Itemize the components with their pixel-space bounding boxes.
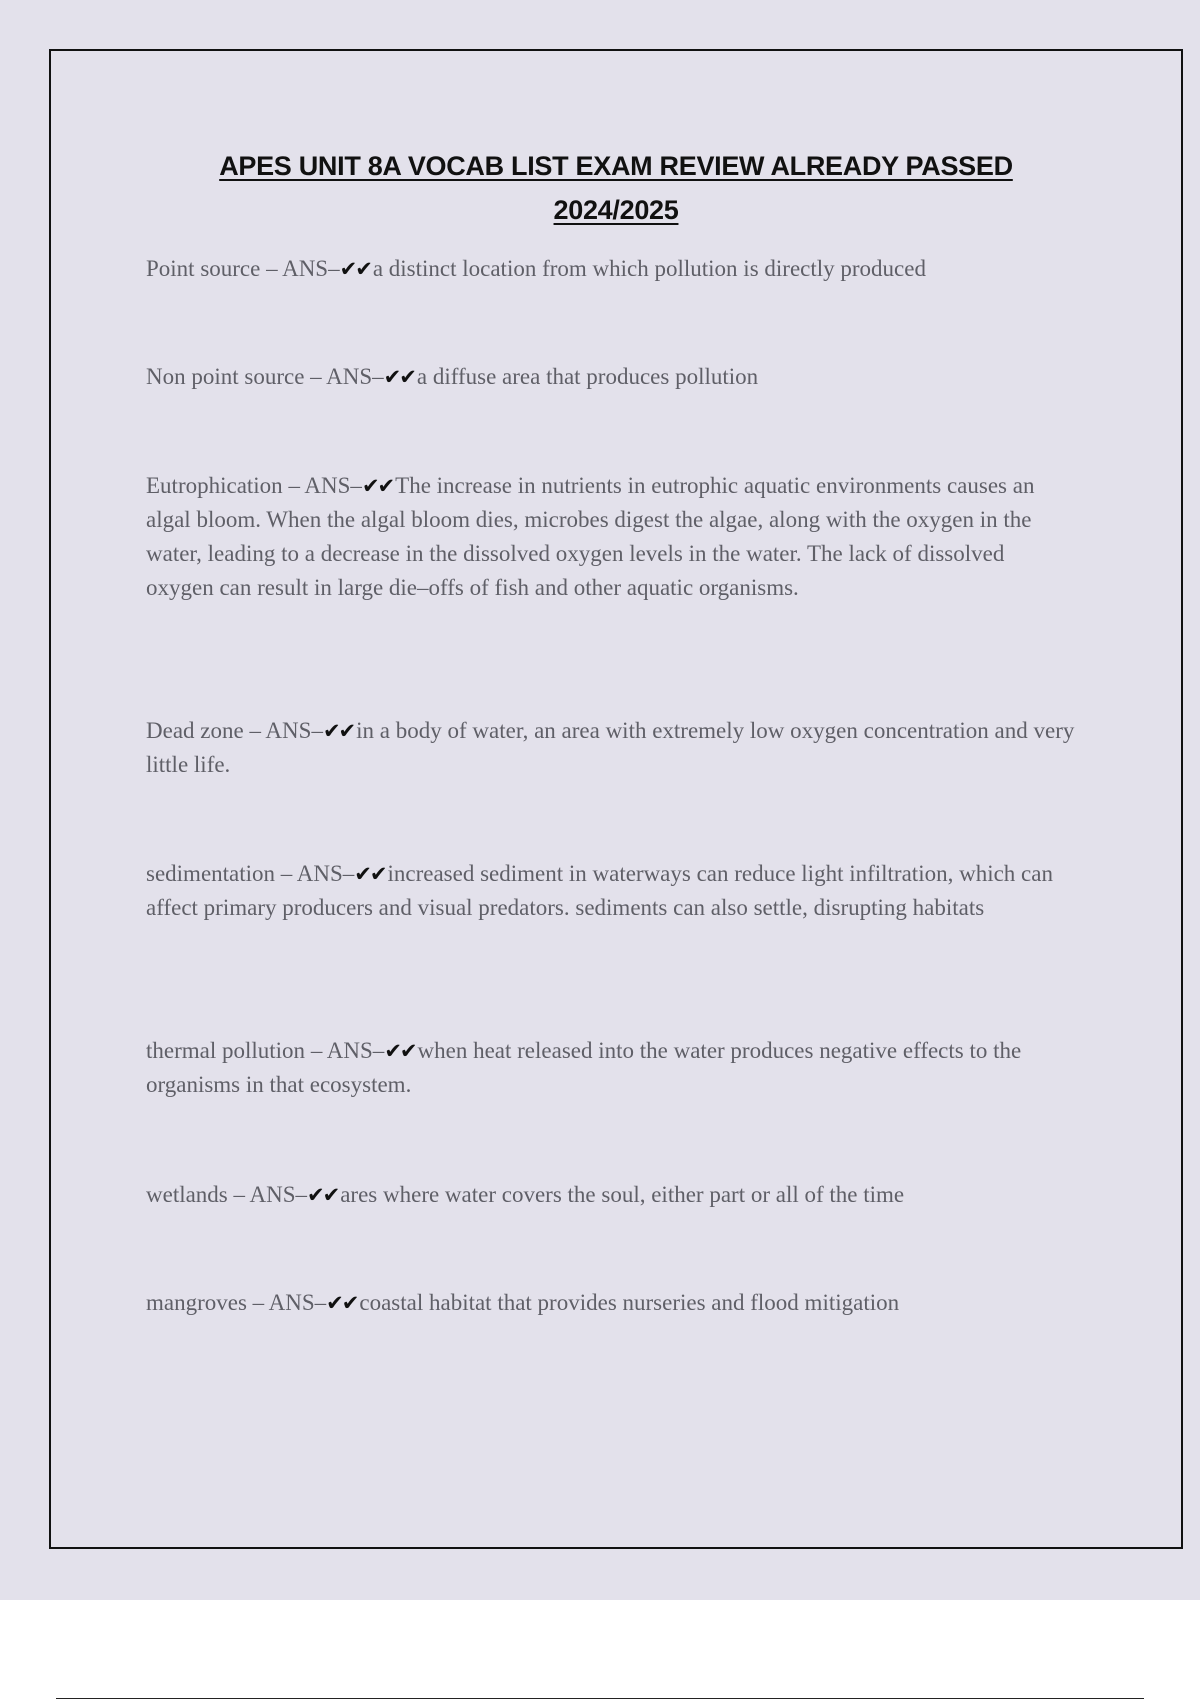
document-title [49, 144, 1183, 232]
vocab-entry-eutrophication [146, 469, 1076, 605]
vocab-entry-point-source [146, 252, 1076, 286]
vocab-entry-sedimentation [146, 857, 1076, 925]
vocab-entry-dead-zone [146, 714, 1076, 782]
answer-separator: – ANS– [305, 1038, 385, 1063]
double-check-icon: ✔✔ [322, 719, 355, 743]
vocab-entry-mangroves [146, 1286, 1076, 1320]
double-check-icon: ✔✔ [354, 862, 386, 886]
vocab-entry-wetlands [146, 1178, 1076, 1212]
vocab-definition: when heat released into the water produces negative effects to the organisms in that ecosystem. [146, 1038, 1022, 1097]
vocab-definition: increased sediment in waterways can reduce light infiltration, which can affect primary producers and visual predators. sediments can also settle, disrupting habitats [146, 861, 1053, 920]
vocab-term: Non point source [146, 364, 305, 389]
answer-separator: – ANS– [304, 364, 384, 389]
answer-separator: – ANS– [246, 1290, 327, 1315]
vocab-entry-thermal-pollution [146, 1034, 1076, 1102]
vocab-definition: a diffuse area that produces pollution [416, 364, 759, 389]
vocab-term: wetlands [146, 1182, 228, 1207]
vocab-definition: in a body of water, an area with extremely low oxygen concentration and very little life. [146, 718, 1075, 777]
vocab-term: mangroves [146, 1290, 247, 1315]
title-line-2: 2024/2025 [553, 195, 679, 225]
double-check-icon: ✔✔ [326, 1291, 358, 1315]
double-check-icon: ✔✔ [307, 1183, 339, 1207]
footer-divider [56, 1698, 1144, 1699]
double-check-icon: ✔✔ [384, 1039, 416, 1063]
vocab-definition: coastal habitat that provides nurseries and flood mitigation [359, 1290, 900, 1315]
title-line-1: APES UNIT 8A VOCAB LIST EXAM REVIEW ALREADY PASSED [219, 151, 1013, 181]
answer-separator: – ANS– [227, 1182, 308, 1207]
vocab-term: thermal pollution [146, 1038, 306, 1063]
answer-separator: – ANS– [282, 473, 362, 498]
answer-separator: – ANS– [275, 861, 355, 886]
vocab-definition: The increase in nutrients in eutrophic aquatic environments causes an algal bloom. When the algal bloom dies, microbes digest the algae, along with the oxygen in the water, leading to a decrease in the dissolved oxygen levels in the water. The lack of dissolved oxygen can result in large die–offs of fish and other aquatic organisms. [146, 473, 1035, 600]
double-check-icon: ✔✔ [383, 365, 415, 389]
vocab-term: Dead zone [146, 718, 244, 743]
vocab-term: Point source [146, 256, 261, 281]
vocab-definition: ares where water covers the soul, either part or all of the time [340, 1182, 905, 1207]
answer-separator: – ANS– [243, 718, 323, 743]
answer-separator: – ANS– [260, 256, 340, 281]
vocab-term: sedimentation [146, 861, 276, 886]
double-check-icon: ✔✔ [339, 257, 371, 281]
vocab-entry-non-point-source [146, 360, 1076, 394]
vocab-definition: a distinct location from which pollution is directly produced [372, 256, 926, 281]
vocab-term: Eutrophication [146, 473, 283, 498]
double-check-icon: ✔✔ [361, 474, 394, 498]
